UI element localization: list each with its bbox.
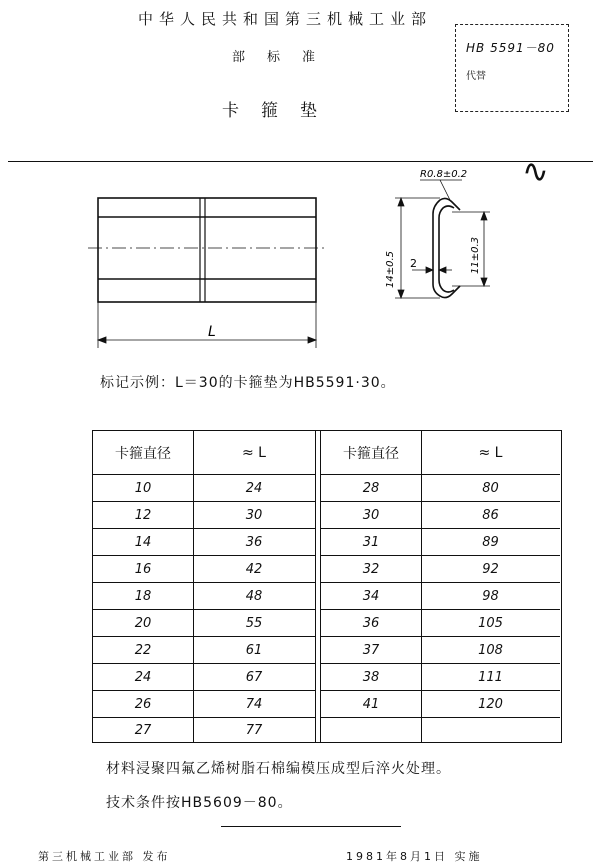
ministry-title: 中华人民共和国第三机械工业部	[138, 10, 433, 28]
front-view	[98, 198, 316, 302]
table-row: 28 80	[321, 475, 560, 502]
table-row: 14 36	[93, 529, 315, 556]
table-row: 31 89	[321, 529, 560, 556]
standard-code-box	[455, 24, 569, 112]
thickness-label: 2	[410, 257, 417, 270]
inner-height-label: 11±0.3	[470, 236, 481, 274]
table-row: 18 48	[93, 583, 315, 610]
marking-example: 标记示例：L＝30的卡箍垫为HB5591·30。	[100, 375, 396, 391]
table-row: 32 92	[321, 556, 560, 583]
table-left-half	[93, 431, 315, 742]
table-row: 20 55	[93, 610, 315, 637]
table-right-half	[321, 431, 560, 742]
table-header-row	[93, 431, 315, 475]
table-row: 30 86	[321, 502, 560, 529]
table-row: 16 42	[93, 556, 315, 583]
tech-note: 技术条件按HB5609－80。	[106, 795, 293, 811]
standard-code: HB 5591－80	[466, 41, 555, 55]
table-row: 10 24	[93, 475, 315, 502]
table-row: 37 108	[321, 637, 560, 664]
table-row: 22 61	[93, 637, 315, 664]
header-clamp-diameter: 卡箍直径	[115, 445, 171, 462]
tilde-mark: ∿	[522, 152, 549, 190]
table-row: 12 30	[93, 502, 315, 529]
front-view-outline	[98, 198, 316, 302]
table-row: 41 120	[321, 691, 560, 718]
length-dimension	[98, 302, 316, 348]
table-row: 24 67	[93, 664, 315, 691]
section-inner	[439, 206, 454, 292]
size-table	[92, 430, 562, 743]
height-label: 14±0.5	[385, 250, 396, 288]
table-row: 36 105	[321, 610, 560, 637]
material-note: 材料浸聚四氟乙烯树脂石棉编模压成型后淬火处理。	[106, 761, 451, 777]
issued-by: 第三机械工业部 发布	[38, 850, 171, 863]
footer-rule	[221, 826, 401, 827]
section-outer	[433, 198, 460, 297]
table-row: 27 77	[134, 722, 263, 738]
header-clamp-diameter-right: 卡箍直径	[343, 445, 399, 462]
technical-drawing	[0, 150, 600, 370]
standard-type: 部标准	[232, 50, 338, 65]
table-header-row	[321, 431, 560, 475]
header-length-right: ≈ L	[478, 444, 503, 461]
radius-label: R0.8±0.2	[420, 169, 468, 180]
section-view	[433, 198, 460, 297]
replaces-label: 代替	[466, 71, 486, 82]
header-length: ≈ L	[242, 444, 266, 461]
table-row: 38 111	[321, 664, 560, 691]
table-row	[321, 718, 560, 742]
table-row: 34 98	[321, 583, 560, 610]
table-row: 26 74	[93, 691, 315, 718]
document-title: 卡箍垫	[222, 101, 339, 121]
effective-date: 1981年8月1日 实施	[346, 850, 483, 863]
length-label: L	[208, 324, 216, 340]
